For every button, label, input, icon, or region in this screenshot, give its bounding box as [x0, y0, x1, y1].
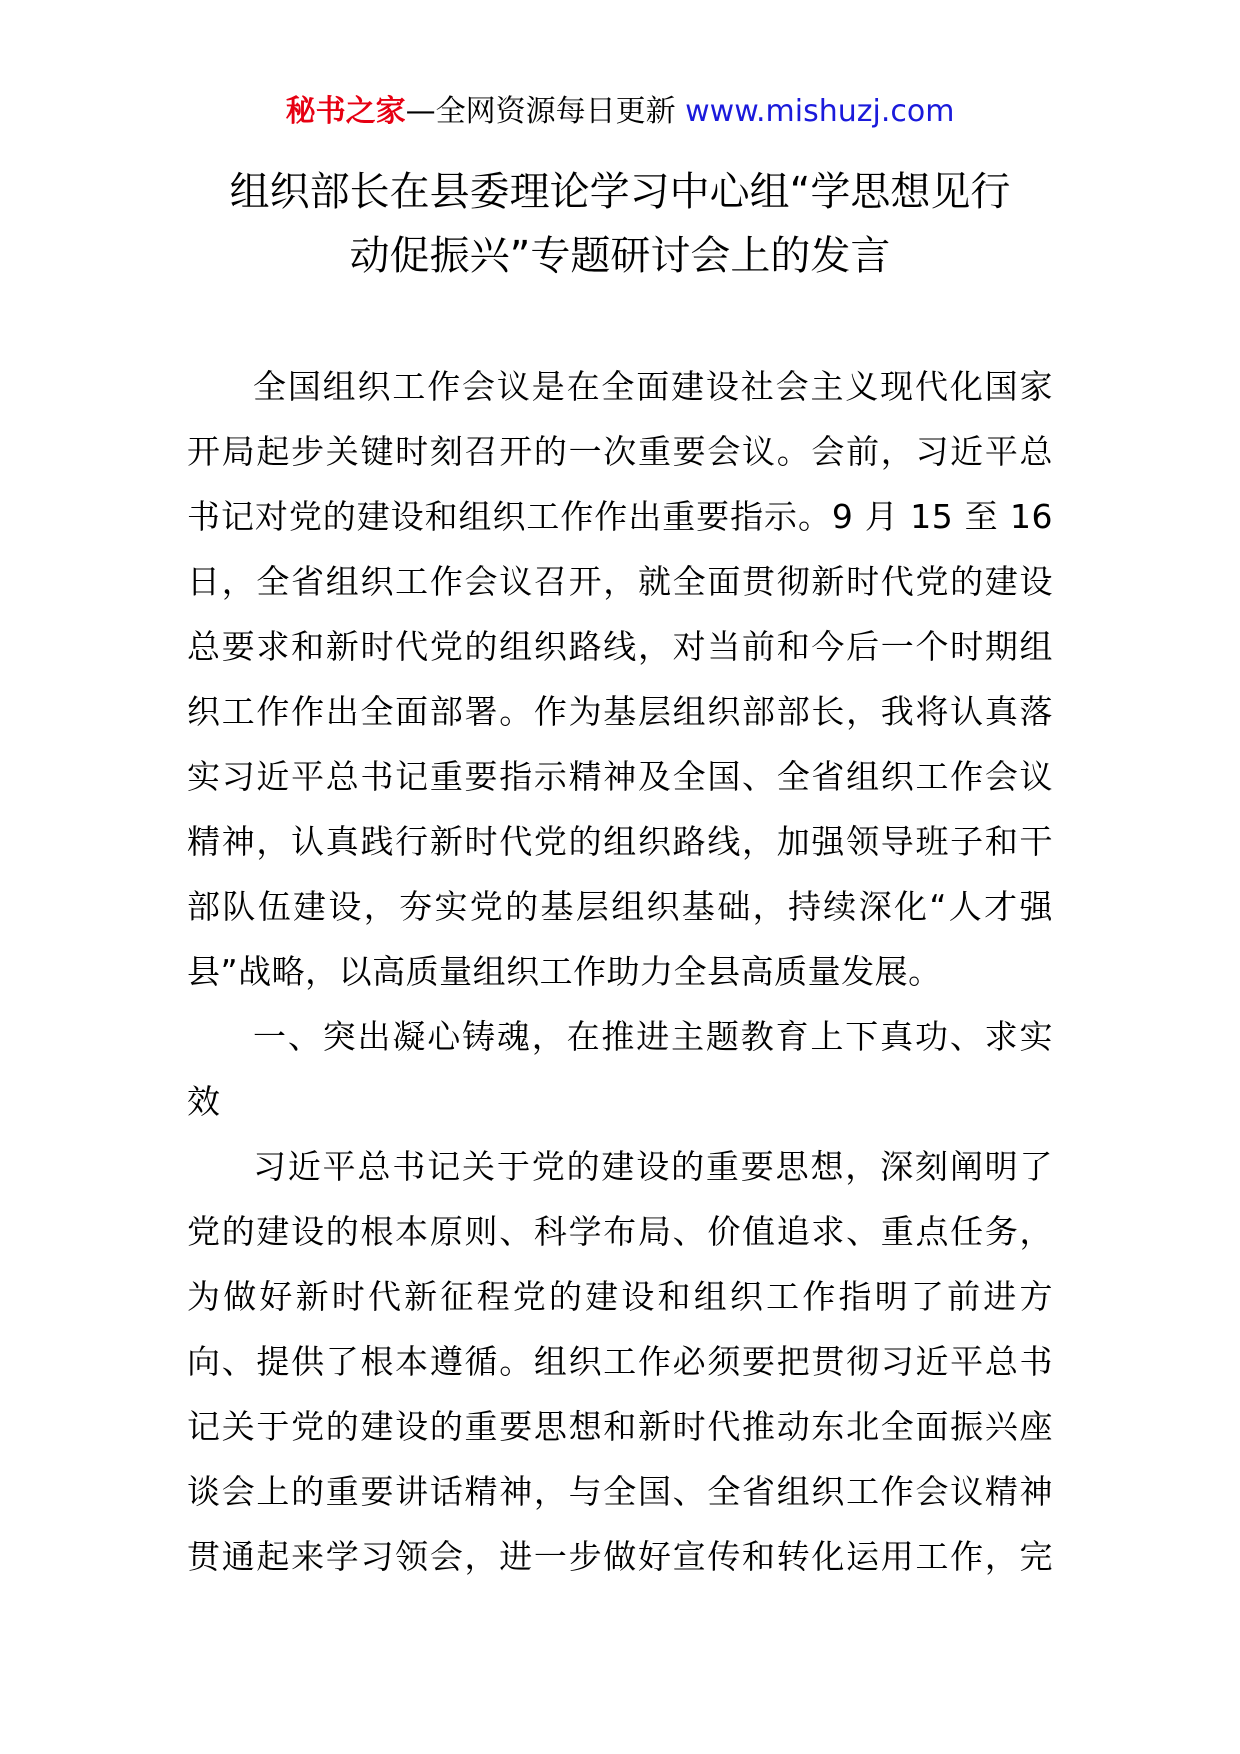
text-line: 党的建设的根本原则、科学布局、价值追求、重点任务，: [187, 1212, 1053, 1251]
heading-line: 效: [187, 1082, 221, 1121]
section-heading-1: [187, 1004, 1053, 1134]
text-line: 织工作作出全面部署。作为基层组织部部长，我将认真落: [187, 692, 1053, 731]
brand-name: 秘书之家: [285, 94, 406, 129]
text-line: 贯通起来学习领会，进一步做好宣传和转化运用工作，完: [187, 1537, 1053, 1576]
text-line: 部队伍建设，夯实党的基层组织基础，持续深化“人才强: [187, 887, 1053, 926]
text-line: 日，全省组织工作会议召开，就全面贯彻新时代党的建设: [187, 562, 1053, 601]
text-line: 全国组织工作会议是在全面建设社会主义现代化国家: [253, 367, 1053, 406]
text-line: 记关于党的建设的重要思想和新时代推动东北全面振兴座: [187, 1407, 1053, 1446]
text-line: 县”战略，以高质量组织工作助力全县高质量发展。: [187, 952, 942, 991]
text-line: 总要求和新时代党的组织路线，对当前和今后一个时期组: [187, 627, 1053, 666]
document-body: [187, 354, 1053, 1589]
text-line: 书记对党的建设和组织工作作出重要指示。9 月 15 至 16: [187, 497, 1053, 536]
paragraph-1: [187, 354, 1053, 1004]
text-line: 精神，认真践行新时代党的组织路线，加强领导班子和干: [187, 822, 1053, 861]
text-line: 习近平总书记关于党的建设的重要思想，深刻阐明了: [253, 1147, 1053, 1186]
text-line: 开局起步关键时刻召开的一次重要会议。会前，习近平总: [187, 432, 1053, 471]
text-line: 为做好新时代新征程党的建设和组织工作指明了前进方: [187, 1277, 1053, 1316]
title-line-1: 组织部长在县委理论学习中心组“学思想见行: [229, 169, 1011, 215]
title-line-2: 动促振兴”专题研讨会上的发言: [349, 233, 891, 279]
document-title: [150, 160, 1090, 288]
text-line: 谈会上的重要讲话精神，与全国、全省组织工作会议精神: [187, 1472, 1053, 1511]
watermark-header: [0, 92, 1240, 132]
text-line: 实习近平总书记重要指示精神及全国、全省组织工作会议: [187, 757, 1053, 796]
paragraph-2: [187, 1134, 1053, 1589]
text-line: 向、提供了根本遵循。组织工作必须要把贯彻习近平总书: [187, 1342, 1053, 1381]
site-url: www.mishuzj.com: [685, 94, 955, 129]
heading-line: 一、突出凝心铸魂，在推进主题教育上下真功、求实: [253, 1017, 1053, 1056]
brand-slogan: —全网资源每日更新: [405, 94, 686, 129]
